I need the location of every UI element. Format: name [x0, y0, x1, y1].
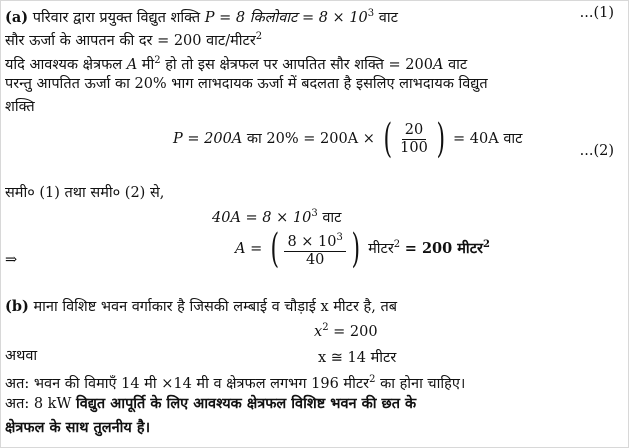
- equation-number-2: ...(2): [579, 143, 614, 159]
- equation-3: [212, 207, 341, 227]
- eq4-unit: मीटर: [368, 241, 394, 257]
- eq4-fraction: [284, 229, 345, 269]
- x-squared-rhs: = 200: [333, 324, 378, 340]
- dimensions-text: अत: भवन की विमाएँ 14 मी ×14 मी व क्षेत्रफल लगभग 196 मीटर: [5, 376, 370, 392]
- or-text: अथवा: [5, 348, 38, 364]
- equation-4: [235, 226, 490, 272]
- part-b-line-1: [5, 298, 397, 316]
- part-b-text-1: माना विशिष्ट भवन वर्गाकार है जिसकी लम्बाई व चौड़ाई x मीटर है, तब: [33, 299, 397, 315]
- area-variable: A: [126, 57, 138, 73]
- area-text-c: हो तो इस क्षेत्रफल पर आपतित सौर शक्ति = 200: [165, 57, 433, 73]
- part-b-equation-1: [314, 322, 378, 340]
- power-exponent: 3: [367, 8, 375, 19]
- solar-rate-exponent: 2: [255, 31, 263, 42]
- equation-2: [173, 116, 523, 162]
- power-equation: P = 8 किलोवाट = 8 × 10: [204, 10, 368, 26]
- part-b-line-5: [5, 395, 416, 413]
- part-a-line-3: [5, 52, 467, 74]
- x-exponent: 2: [322, 322, 329, 333]
- part-a-line-4: परन्तु आपतित ऊर्जा का 20% भाग लाभदायक ऊर्जा में बदलता है इसलिए लाभदायक विद्युत: [5, 76, 488, 92]
- eq4-unit-exponent: 2: [393, 239, 401, 250]
- implies-arrow: ⇒: [5, 252, 18, 268]
- dimensions-exponent: 2: [369, 374, 376, 385]
- eq4-denominator: 40: [305, 252, 325, 268]
- eq4-left-paren: (: [270, 226, 279, 272]
- eq4-right-paren: ): [351, 226, 360, 272]
- part-a-line-5: शक्ति: [5, 99, 35, 115]
- eq2-fraction: [397, 122, 431, 157]
- part-b-line-6: क्षेत्रफल के साथ तुलनीय है।: [5, 419, 151, 436]
- dimensions-text-b: का होना चाहिए।: [380, 376, 466, 392]
- part-a-line-1: [5, 5, 398, 27]
- part-a-label: (a): [5, 9, 29, 26]
- power-used-text: परिवार द्वारा प्रयुक्त विद्युत शक्ति: [32, 10, 201, 26]
- eq4-result: = 200 मीटर: [404, 240, 483, 257]
- area-text-d: वाट: [448, 57, 468, 73]
- conclusion-text-a: अत: 8 kW: [5, 396, 72, 412]
- eq4-lhs: A =: [235, 241, 263, 257]
- eq2-denominator: 100: [400, 139, 428, 156]
- eq3-unit: वाट: [322, 210, 342, 226]
- part-b-label: (b): [5, 298, 29, 315]
- eq2-rhs: = 40A वाट: [453, 131, 523, 147]
- x-variable: x: [314, 324, 323, 340]
- conclusion-text-b: विद्युत आपूर्ति के लिए आवश्यक क्षेत्रफल विशिष्ट भवन की छत के: [75, 395, 417, 412]
- equation-number-1: ...(1): [579, 5, 614, 21]
- eq4-result-exponent: 2: [482, 239, 490, 250]
- area-text-a: यदि आवश्यक क्षेत्रफल: [5, 57, 123, 73]
- solar-rate-text: सौर ऊर्जा के आपतन की दर = 200 वाट/मीटर: [5, 33, 256, 49]
- power-unit: वाट: [378, 10, 398, 26]
- area-unit-exponent: 2: [154, 55, 161, 66]
- eq2-lhs: P = 200A: [173, 131, 243, 147]
- part-a-line-2: [5, 28, 262, 50]
- right-paren: ): [436, 116, 445, 162]
- part-b-line-4: [5, 371, 465, 393]
- eq4-numerator: [284, 229, 345, 252]
- area-variable-2: A: [432, 57, 444, 73]
- eq3-exponent: 3: [311, 208, 318, 219]
- part-b-equation-2: x ≅ 14 मीटर: [318, 350, 397, 366]
- eq2-numerator: 20: [402, 122, 426, 140]
- eq3-text: 40A = 8 × 10: [212, 210, 312, 226]
- eq4-numerator-exponent: 3: [336, 232, 343, 243]
- left-paren: (: [383, 116, 392, 162]
- area-unit: मी: [141, 57, 155, 73]
- eq4-numerator-text: 8 × 10: [287, 234, 337, 250]
- part-a-line-7: समी० (1) तथा समी० (2) से,: [5, 185, 165, 201]
- eq2-mid: का 20% = 200A ×: [246, 131, 375, 147]
